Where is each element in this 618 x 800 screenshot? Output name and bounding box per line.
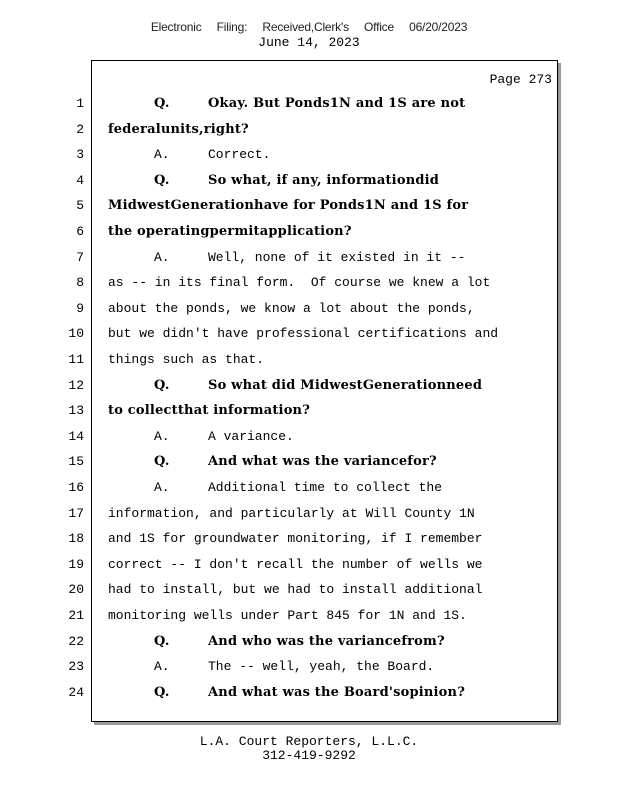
transcript-line bbox=[108, 685, 465, 700]
speaker-label: A. bbox=[154, 659, 170, 674]
line-number: 20 bbox=[68, 582, 84, 597]
transcript-line bbox=[108, 326, 498, 341]
line-number: 18 bbox=[68, 531, 84, 546]
transcript-line bbox=[108, 122, 249, 137]
line-text: as -- in its final form. Of course we knew a lot bbox=[108, 275, 491, 290]
line-number: 11 bbox=[68, 352, 84, 367]
transcript-line bbox=[108, 608, 467, 623]
line-text: And what was the variancefor? bbox=[208, 454, 437, 469]
line-text: And who was the variancefrom? bbox=[208, 634, 445, 649]
transcript-line bbox=[108, 275, 490, 290]
transcript-line bbox=[108, 173, 439, 188]
transcript-line bbox=[108, 480, 442, 495]
header-date: June 14, 2023 bbox=[258, 35, 360, 50]
footer-company: L.A. Court Reporters, L.L.C. bbox=[199, 734, 419, 749]
line-text: to collectthat information? bbox=[108, 403, 311, 418]
speaker-label: Q. bbox=[154, 634, 170, 649]
line-text: And what was the Board'sopinion? bbox=[208, 685, 466, 700]
transcript-line bbox=[108, 147, 270, 162]
filing-stamp-received: Received,Clerk's bbox=[262, 20, 349, 34]
transcript-line bbox=[108, 582, 482, 597]
speaker-label: Q. bbox=[154, 173, 170, 188]
line-number: 23 bbox=[68, 659, 84, 674]
transcript-line bbox=[108, 659, 434, 674]
line-text: correct -- I don't recall the number of wells we bbox=[108, 557, 483, 572]
transcript-line bbox=[108, 96, 465, 111]
line-text: Correct. bbox=[208, 147, 271, 162]
transcript-line bbox=[108, 531, 482, 546]
transcript-line bbox=[108, 403, 310, 418]
line-number: 4 bbox=[76, 173, 84, 188]
line-text: but we didn't have professional certifications and bbox=[108, 326, 499, 341]
line-text: about the ponds, we know a lot about the ponds, bbox=[108, 301, 475, 316]
line-text: MidwestGenerationhave for Ponds1N and 1S for bbox=[108, 198, 469, 213]
line-number: 7 bbox=[76, 250, 84, 265]
speaker-label: A. bbox=[154, 429, 170, 444]
line-number: 5 bbox=[76, 198, 84, 213]
transcript-line bbox=[108, 224, 352, 239]
line-text: So what, if any, informationdid bbox=[208, 173, 440, 188]
speaker-label: Q. bbox=[154, 454, 170, 469]
transcript-line bbox=[108, 250, 465, 265]
filing-stamp-filing: Filing: bbox=[216, 20, 248, 34]
line-text: information, and particularly at Will County 1N bbox=[108, 506, 475, 521]
line-number: 13 bbox=[68, 403, 84, 418]
transcript-line bbox=[108, 557, 482, 572]
line-number: 1 bbox=[76, 96, 84, 111]
filing-stamp-electronic: Electronic bbox=[150, 20, 202, 34]
line-number: 3 bbox=[76, 147, 84, 162]
line-number: 16 bbox=[68, 480, 84, 495]
speaker-label: A. bbox=[154, 480, 170, 495]
line-number: 24 bbox=[68, 685, 84, 700]
line-text: had to install, but we had to install additional bbox=[108, 582, 483, 597]
speaker-label: A. bbox=[154, 147, 170, 162]
speaker-label: Q. bbox=[154, 96, 170, 111]
transcript-line bbox=[108, 301, 475, 316]
transcript-line bbox=[108, 506, 475, 521]
speaker-label: A. bbox=[154, 250, 170, 265]
line-number: 22 bbox=[68, 634, 84, 649]
line-number: 8 bbox=[76, 275, 84, 290]
transcript-line bbox=[108, 198, 468, 213]
line-text: Additional time to collect the bbox=[208, 480, 443, 495]
page-number: Page 273 bbox=[489, 72, 552, 87]
line-number: 14 bbox=[68, 429, 84, 444]
line-text: A variance. bbox=[208, 429, 294, 444]
transcript-line bbox=[108, 378, 482, 393]
line-number: 9 bbox=[76, 301, 84, 316]
line-number: 15 bbox=[68, 454, 84, 469]
transcript-line bbox=[108, 429, 294, 444]
line-number: 6 bbox=[76, 224, 84, 239]
line-number: 12 bbox=[68, 378, 84, 393]
filing-stamp-office: Office bbox=[364, 20, 394, 34]
line-text: and 1S for groundwater monitoring, if I remember bbox=[108, 531, 483, 546]
filing-stamp-date: 06/20/2023 bbox=[409, 20, 468, 34]
line-number: 10 bbox=[68, 326, 84, 341]
line-number: 21 bbox=[68, 608, 84, 623]
line-text: Well, none of it existed in it -- bbox=[208, 250, 466, 265]
filing-stamp bbox=[0, 20, 618, 34]
line-number: 2 bbox=[76, 122, 84, 137]
line-text: So what did MidwestGenerationneed bbox=[208, 378, 483, 393]
transcript-line bbox=[108, 454, 437, 469]
line-text: the operatingpermitapplication? bbox=[108, 224, 352, 239]
line-number: 19 bbox=[68, 557, 84, 572]
line-number: 17 bbox=[68, 506, 84, 521]
line-text: things such as that. bbox=[108, 352, 265, 367]
line-text: federalunits,right? bbox=[108, 122, 249, 137]
line-text: The -- well, yeah, the Board. bbox=[208, 659, 435, 674]
footer-phone: 312-419-9292 bbox=[262, 748, 356, 763]
line-text: monitoring wells under Part 845 for 1N and 1S. bbox=[108, 608, 467, 623]
transcript-line bbox=[108, 352, 264, 367]
speaker-label: Q. bbox=[154, 378, 170, 393]
speaker-label: Q. bbox=[154, 685, 170, 700]
line-text: Okay. But Ponds1N and 1S are not bbox=[208, 96, 466, 111]
transcript-line bbox=[108, 634, 445, 649]
